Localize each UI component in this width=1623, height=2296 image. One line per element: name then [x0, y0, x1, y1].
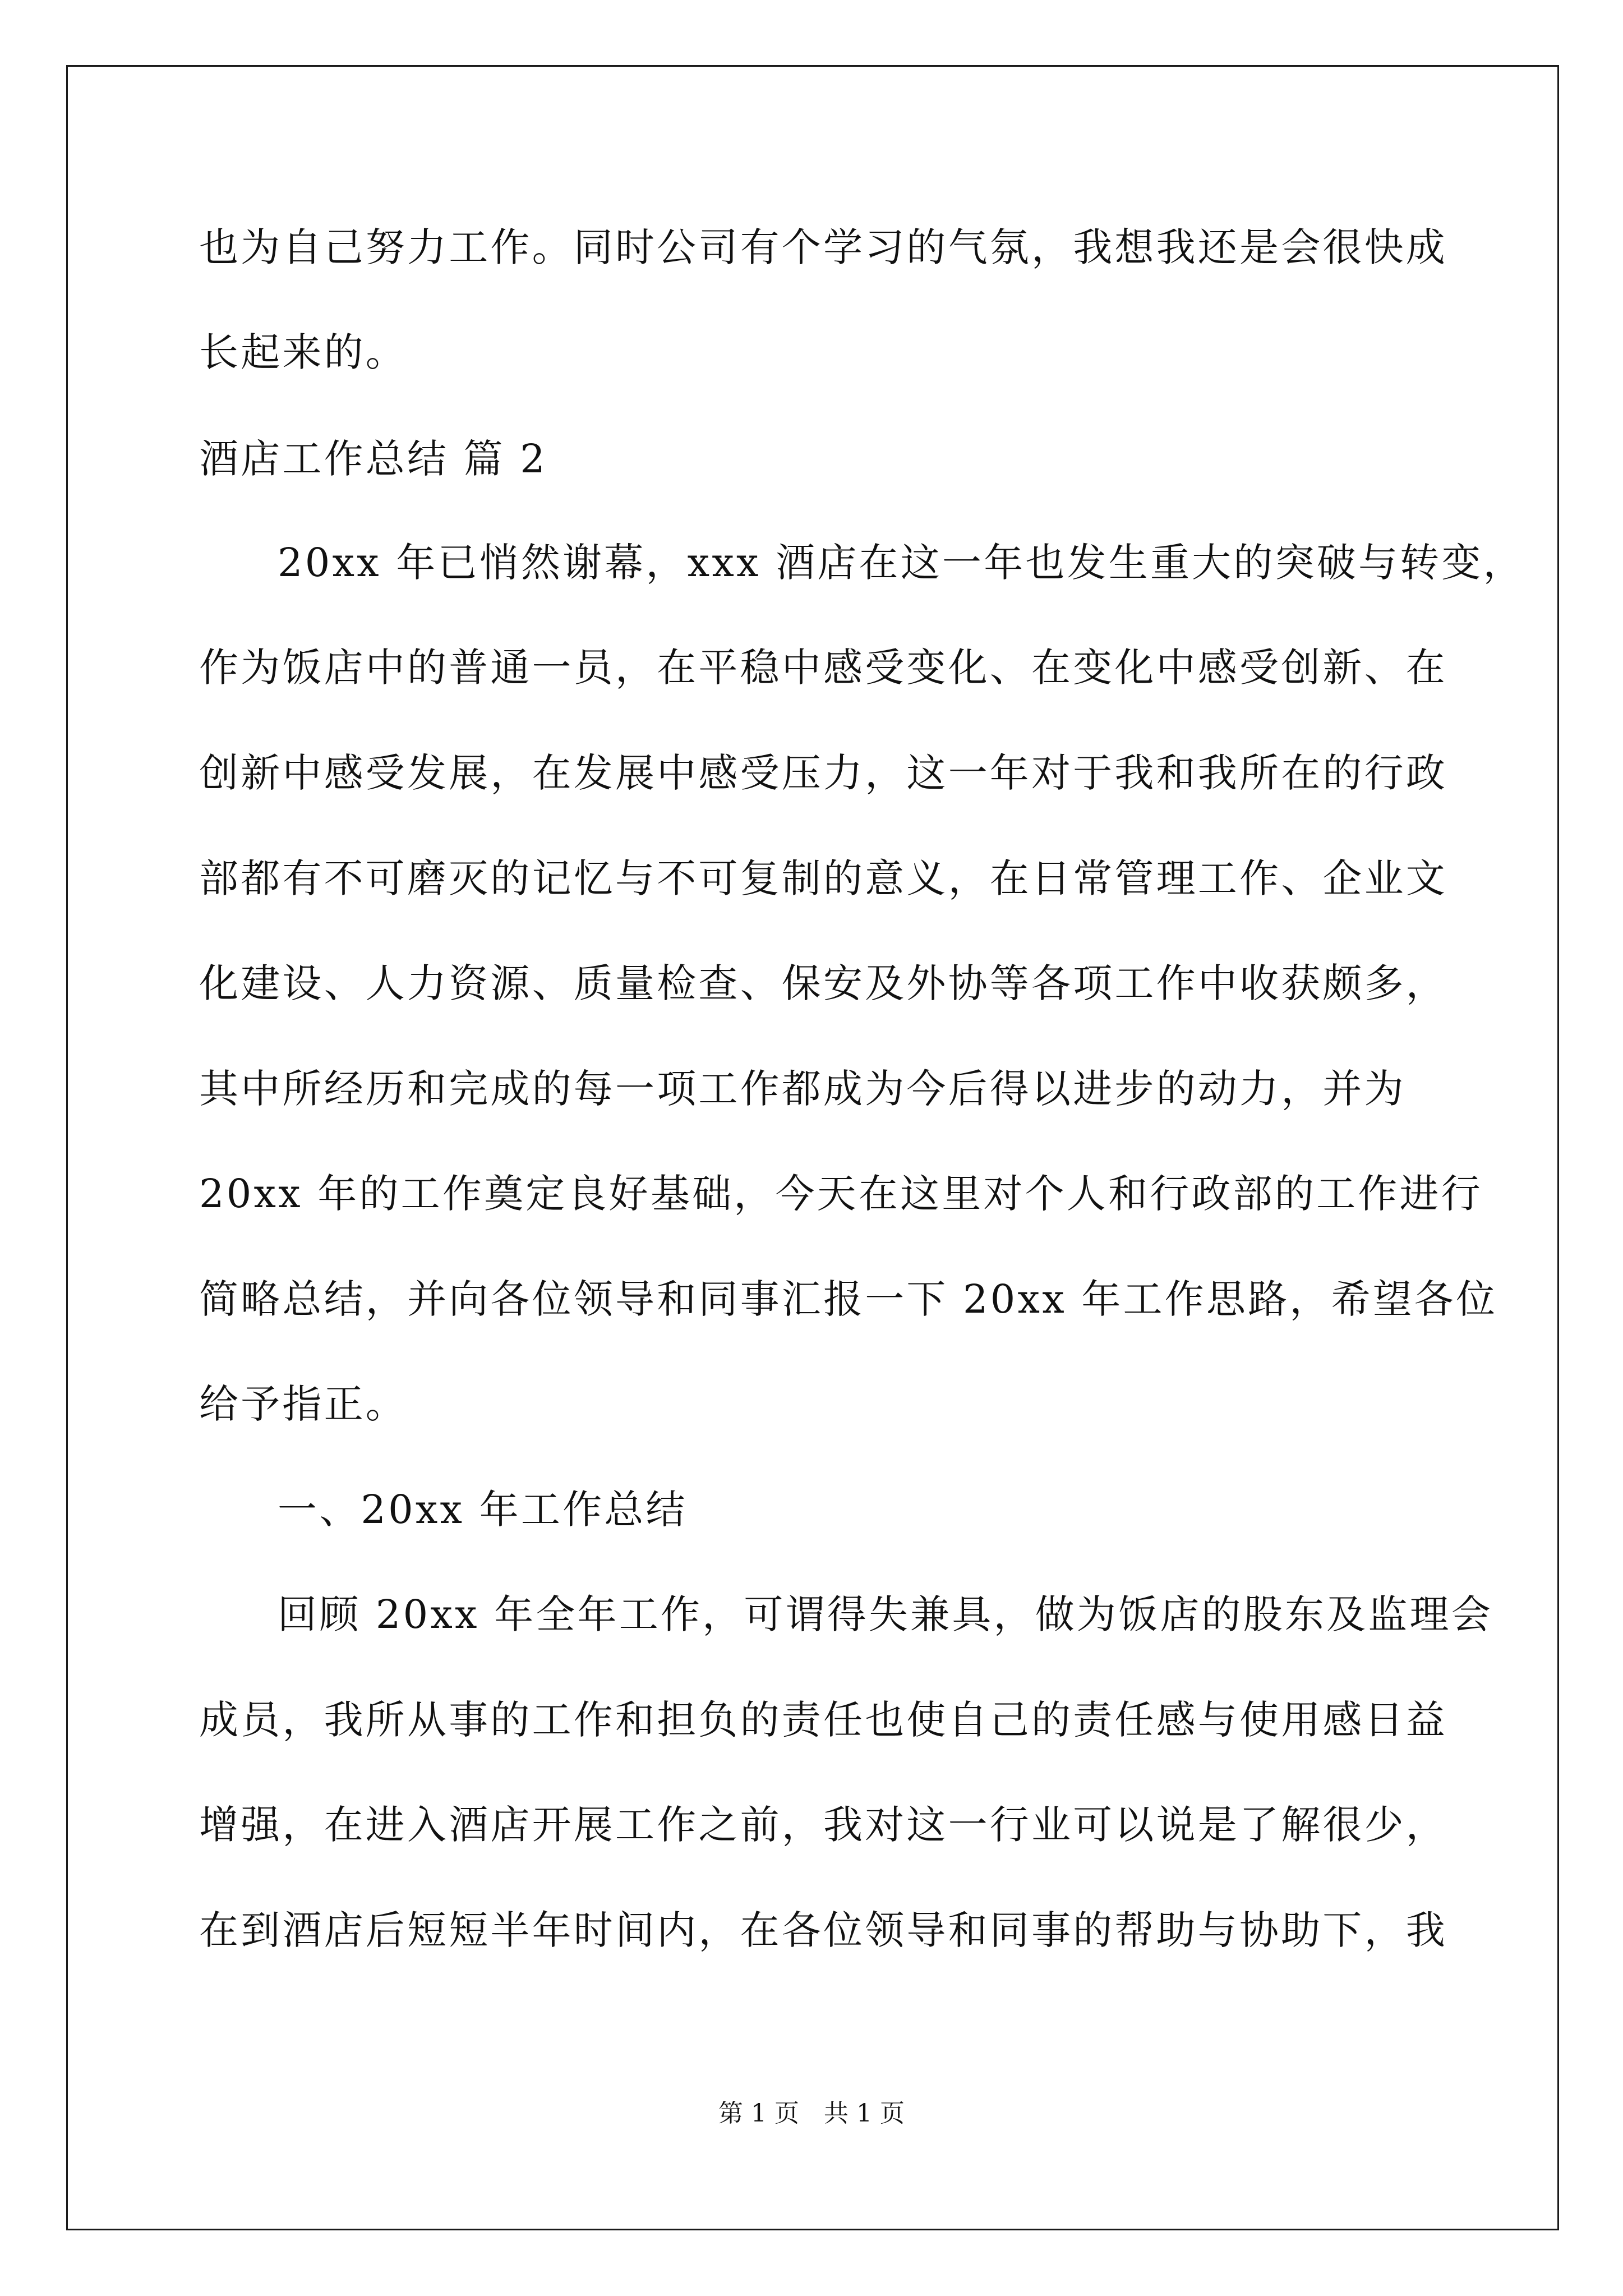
- paragraph-line: 在到酒店后短短半年时间内，在各位领导和同事的帮助与协助下，我: [199, 1907, 1447, 1953]
- paragraph-line: 长起来的。: [199, 329, 407, 375]
- subsection-heading: 一、20xx 年工作总结: [278, 1487, 688, 1533]
- paragraph-line: 成员，我所从事的工作和担负的责任也使自己的责任感与使用感日益: [199, 1697, 1447, 1743]
- paragraph-line: 回顾 20xx 年全年工作，可谓得失兼具，做为饭店的股东及监理会: [278, 1591, 1493, 1637]
- paragraph-line: 也为自己努力工作。同时公司有个学习的气氛，我想我还是会很快成: [199, 224, 1447, 270]
- paragraph-line: 20xx 年的工作奠定良好基础，今天在这里对个人和行政部的工作进行: [199, 1171, 1483, 1217]
- page-footer: 第 1 页 共 1 页: [718, 2099, 905, 2128]
- paragraph-line: 部都有不可磨灭的记忆与不可复制的意义，在日常管理工作、企业文: [199, 855, 1447, 901]
- paragraph-line: 简略总结，并向各位领导和同事汇报一下 20xx 年工作思路，希望各位: [199, 1276, 1498, 1322]
- paragraph-line: 给予指正。: [199, 1381, 407, 1427]
- paragraph-line: 化建设、人力资源、质量检查、保安及外协等各项工作中收获颇多，: [199, 960, 1447, 1006]
- paragraph-line: 增强，在进入酒店开展工作之前，我对这一行业可以说是了解很少，: [199, 1802, 1447, 1848]
- paragraph-line: 20xx 年已悄然谢幕，xxx 酒店在这一年也发生重大的突破与转变，: [278, 540, 1525, 586]
- paragraph-line: 其中所经历和完成的每一项工作都成为今后得以进步的动力，并为: [199, 1066, 1406, 1112]
- section-heading: 酒店工作总结 篇 2: [199, 436, 548, 482]
- paragraph-line: 作为饭店中的普通一员，在平稳中感受变化、在变化中感受创新、在: [199, 645, 1447, 691]
- paragraph-line: 创新中感受发展，在发展中感受压力，这一年对于我和我所在的行政: [199, 750, 1447, 796]
